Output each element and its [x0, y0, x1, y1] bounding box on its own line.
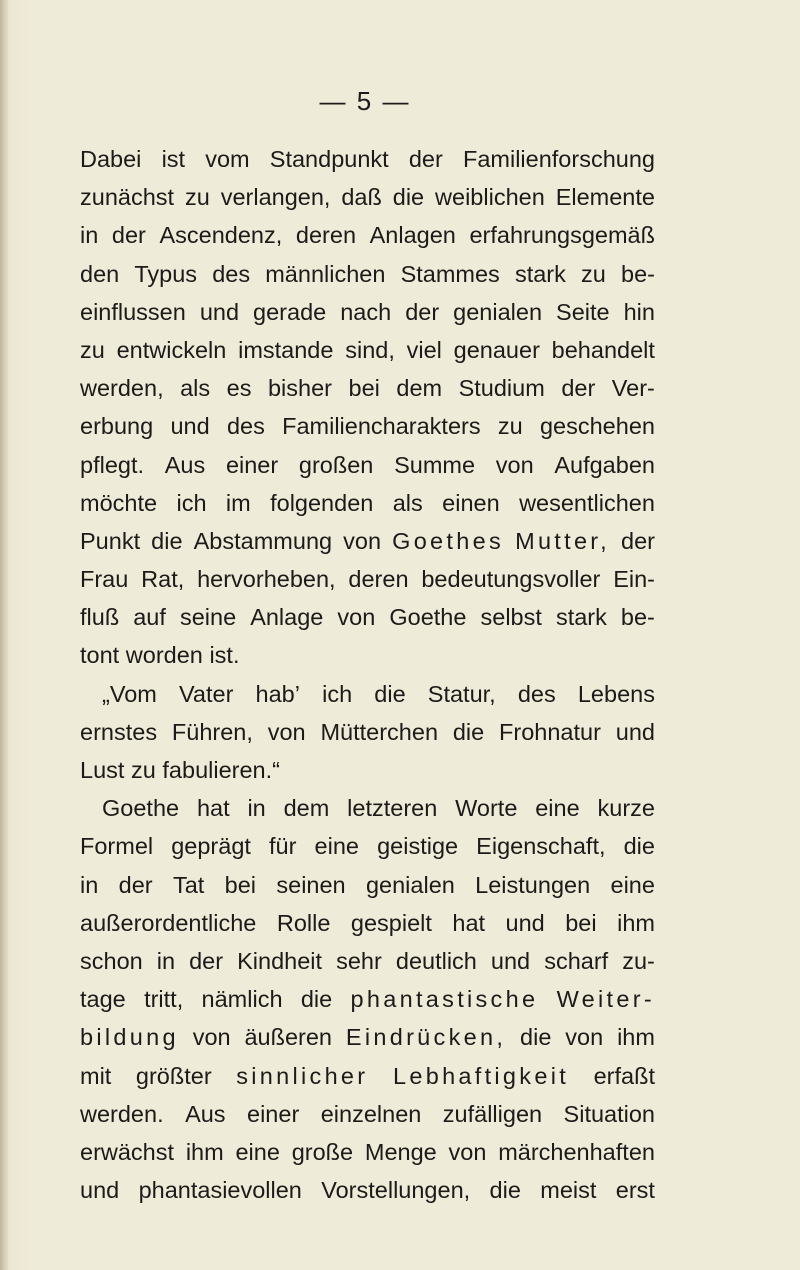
word: ich [176, 489, 207, 516]
word: sinnlicher [236, 1062, 369, 1089]
word: von [448, 1138, 487, 1165]
word: deutlich [395, 947, 477, 974]
word: werden, [80, 375, 164, 402]
word: äußeren [244, 1024, 332, 1051]
word: der [405, 298, 440, 325]
word: imstande [238, 336, 334, 363]
word: der [621, 527, 655, 554]
text-line [80, 522, 655, 560]
word: der [111, 222, 146, 249]
word: meist [540, 1177, 597, 1204]
word: tage [80, 986, 126, 1013]
text-line [80, 178, 655, 216]
word: Anlagen [369, 222, 456, 249]
word: ihm [185, 1138, 224, 1165]
word: die [151, 527, 183, 554]
word: Ascendenz, [159, 222, 283, 249]
word: es [226, 375, 252, 402]
word: zu [80, 336, 105, 363]
text-line [80, 675, 655, 713]
word: große [291, 1138, 354, 1165]
word: fluß [80, 604, 120, 631]
word: hin [623, 298, 655, 325]
word: Abstammung [193, 527, 333, 554]
word: be- [621, 260, 655, 287]
word: bedeutungsvoller [421, 566, 601, 593]
word: geschehen [539, 413, 655, 440]
word: nach [340, 298, 392, 325]
word: Ver- [611, 375, 655, 402]
word: Formel [80, 833, 154, 860]
word: von [192, 1024, 231, 1051]
word: sind, [345, 336, 395, 363]
word: zufälligen [442, 1100, 543, 1127]
word: einer [225, 451, 279, 478]
word: im [225, 489, 251, 516]
word: folgenden [270, 489, 374, 516]
word: und [80, 1177, 120, 1204]
word: von [267, 718, 306, 745]
text-line [80, 866, 655, 904]
word: bei [565, 909, 597, 936]
word: Frau [80, 566, 129, 593]
word: dem [396, 375, 443, 402]
word: hat [452, 909, 486, 936]
word: Anlage [250, 604, 324, 631]
word: Goethes [392, 527, 504, 554]
word: Stammes [400, 260, 500, 287]
word: stark [514, 260, 566, 287]
word: deren [295, 222, 357, 249]
word: Vorstellungen, [321, 1177, 471, 1204]
word: Führen, [171, 718, 253, 745]
word: in [80, 222, 99, 249]
word: der [561, 375, 596, 402]
word: Dabei [80, 146, 142, 172]
text-line [80, 1133, 655, 1171]
word: viel [406, 336, 442, 363]
text-line [80, 598, 655, 636]
word: Frohnatur [499, 718, 601, 745]
word: fabulieren.“ [162, 757, 280, 783]
word: ich [322, 680, 353, 707]
word: weiblichen [435, 184, 545, 211]
word: phantastische [350, 986, 539, 1013]
word: Seite [556, 298, 610, 325]
word: zunächst [80, 184, 175, 211]
text-line [80, 255, 655, 293]
word: die [452, 718, 485, 745]
text-line [80, 1095, 655, 1133]
word: scharf [544, 947, 609, 974]
word: zu- [622, 947, 655, 974]
word: Studium [458, 375, 545, 402]
word: behandelt [551, 336, 655, 363]
word: verlangen, [220, 184, 331, 211]
word: be- [620, 604, 655, 631]
word: hat [196, 795, 230, 822]
word: Goethe [389, 604, 467, 631]
word: zu [131, 757, 156, 783]
word: ist. [209, 642, 240, 669]
word: gespielt [350, 909, 432, 936]
word: von [565, 1024, 604, 1051]
word: Tat [172, 871, 205, 898]
word: einen [442, 489, 500, 516]
word: Typus [134, 260, 198, 287]
word: einflussen [80, 298, 186, 325]
word: die [520, 1024, 552, 1051]
word: ihm [617, 1024, 655, 1051]
word: phantasievollen [138, 1177, 302, 1204]
word: ihm [617, 909, 655, 936]
word: gerade [253, 298, 327, 325]
word: den [80, 260, 120, 287]
word: eine [535, 795, 580, 822]
word: Lust [80, 757, 125, 783]
word: Familienforschung [462, 146, 655, 172]
word: Standpunkt [269, 146, 389, 172]
word: größter [135, 1062, 212, 1089]
word: erwächst [80, 1138, 175, 1165]
word: als [180, 375, 211, 402]
text-line [80, 942, 655, 980]
word: geistige [377, 833, 459, 860]
word: eine [314, 833, 359, 860]
word: einzelnen [320, 1100, 422, 1127]
text-line [80, 751, 655, 789]
word: mit [80, 1062, 112, 1089]
word: der [408, 146, 443, 172]
word: genialen [365, 871, 455, 898]
word: des [212, 260, 251, 287]
word: sehr [336, 947, 382, 974]
word: Familiencharakters [282, 413, 481, 440]
text-line [80, 446, 655, 484]
word: Aufgaben [554, 451, 655, 478]
word: Situation [563, 1100, 655, 1127]
word: für [269, 833, 297, 860]
word: Rolle [276, 909, 331, 936]
word: von [495, 451, 534, 478]
body-text [80, 140, 655, 1209]
text-line [80, 407, 655, 445]
word: Statur, [427, 680, 496, 707]
word: erbung [80, 413, 154, 440]
word: Mütterchen [320, 718, 439, 745]
text-line [80, 293, 655, 331]
word: und [170, 413, 210, 440]
word: erfaßt [593, 1062, 655, 1089]
word: Summe [394, 451, 476, 478]
word: märchenhaften [498, 1138, 655, 1165]
word: zu [581, 260, 606, 287]
word: und [505, 909, 545, 936]
word: deren [348, 566, 409, 593]
page-gutter [0, 0, 8, 1270]
word: Punkt [80, 527, 141, 554]
word: der [118, 871, 153, 898]
word: entwickeln [116, 336, 227, 363]
word: dem [283, 795, 330, 822]
word: Eindrücken, [345, 1024, 507, 1051]
word: Rat, [141, 566, 185, 593]
text-line [80, 1057, 655, 1095]
word: genialen [453, 298, 543, 325]
word: letzteren [347, 795, 438, 822]
word: großen [298, 451, 374, 478]
word: ernstes [80, 718, 158, 745]
word: zu [497, 413, 523, 440]
word: und [199, 298, 240, 325]
word: von [343, 527, 382, 554]
word: erst [615, 1177, 655, 1204]
word: hab’ [255, 680, 300, 707]
text-line [80, 904, 655, 942]
text-line [80, 789, 655, 827]
word: als [392, 489, 423, 516]
text-line [80, 484, 655, 522]
text-line [80, 1171, 655, 1209]
word: tritt, [144, 986, 184, 1013]
word: Aus [164, 451, 206, 478]
word: Eigenschaft, [476, 833, 606, 860]
word: selbst [480, 604, 542, 631]
word: männlichen [265, 260, 386, 287]
word: vom [205, 146, 250, 172]
word: der [189, 947, 224, 974]
word: nämlich [201, 986, 283, 1013]
text-line [80, 980, 655, 1018]
word: werden. [80, 1100, 164, 1127]
word: Vater [178, 680, 234, 707]
word: Weiter- [556, 986, 655, 1013]
word: bei [224, 871, 257, 898]
page-number: — 5 — [319, 86, 411, 116]
word: des [226, 413, 265, 440]
word: auf [133, 604, 166, 631]
word: die [489, 1177, 521, 1204]
word: Elemente [555, 184, 655, 211]
text-line [80, 369, 655, 407]
word: die [392, 184, 425, 211]
word: Lebhaftigkeit [392, 1062, 570, 1089]
word: tont [80, 642, 120, 669]
text-line [80, 331, 655, 369]
word: schon [80, 947, 143, 974]
word: Kindheit [237, 947, 323, 974]
word: die [300, 986, 333, 1013]
word: erfahrungsgemäß [469, 222, 655, 249]
word: daß [341, 184, 382, 211]
word: stark [555, 604, 607, 631]
text-line [80, 140, 655, 178]
text-line [80, 1018, 655, 1056]
word: die [374, 680, 406, 707]
word: die [623, 833, 655, 860]
word: seine [179, 604, 237, 631]
word: in [156, 947, 176, 974]
text-line [80, 636, 655, 674]
word: bisher [267, 375, 332, 402]
word: eine [610, 871, 655, 898]
word: Leistungen [475, 871, 591, 898]
word: von [337, 604, 376, 631]
word: und [490, 947, 531, 974]
word: genauer [453, 336, 540, 363]
word: Menge [364, 1138, 437, 1165]
word: worden [125, 642, 203, 669]
word: bei [348, 375, 380, 402]
word: in [80, 871, 99, 898]
word: einer [247, 1100, 300, 1127]
text-line [80, 216, 655, 254]
word: „Vom [102, 680, 157, 707]
word: hervorheben, [197, 566, 336, 593]
word: Aus [185, 1100, 226, 1127]
word: und [615, 718, 655, 745]
word: kurze [597, 795, 655, 822]
word: des [517, 680, 556, 707]
word: eine [235, 1138, 280, 1165]
text-line [80, 560, 655, 598]
word: ist [161, 146, 186, 172]
word: Mutter, [515, 527, 610, 554]
word: wesentlichen [519, 489, 655, 516]
word: außerordentliche [80, 909, 257, 936]
word: Goethe [102, 795, 180, 822]
text-line [80, 827, 655, 865]
word: in [247, 795, 266, 822]
word: bildung [80, 1024, 179, 1051]
word: Lebens [577, 680, 655, 707]
word: möchte [80, 489, 158, 516]
word: seinen [276, 871, 346, 898]
word: geprägt [171, 833, 251, 860]
word: Worte [455, 795, 518, 822]
word: zu [184, 184, 210, 211]
word: pflegt. [80, 451, 145, 478]
word: Ein- [613, 566, 655, 593]
text-line [80, 713, 655, 751]
